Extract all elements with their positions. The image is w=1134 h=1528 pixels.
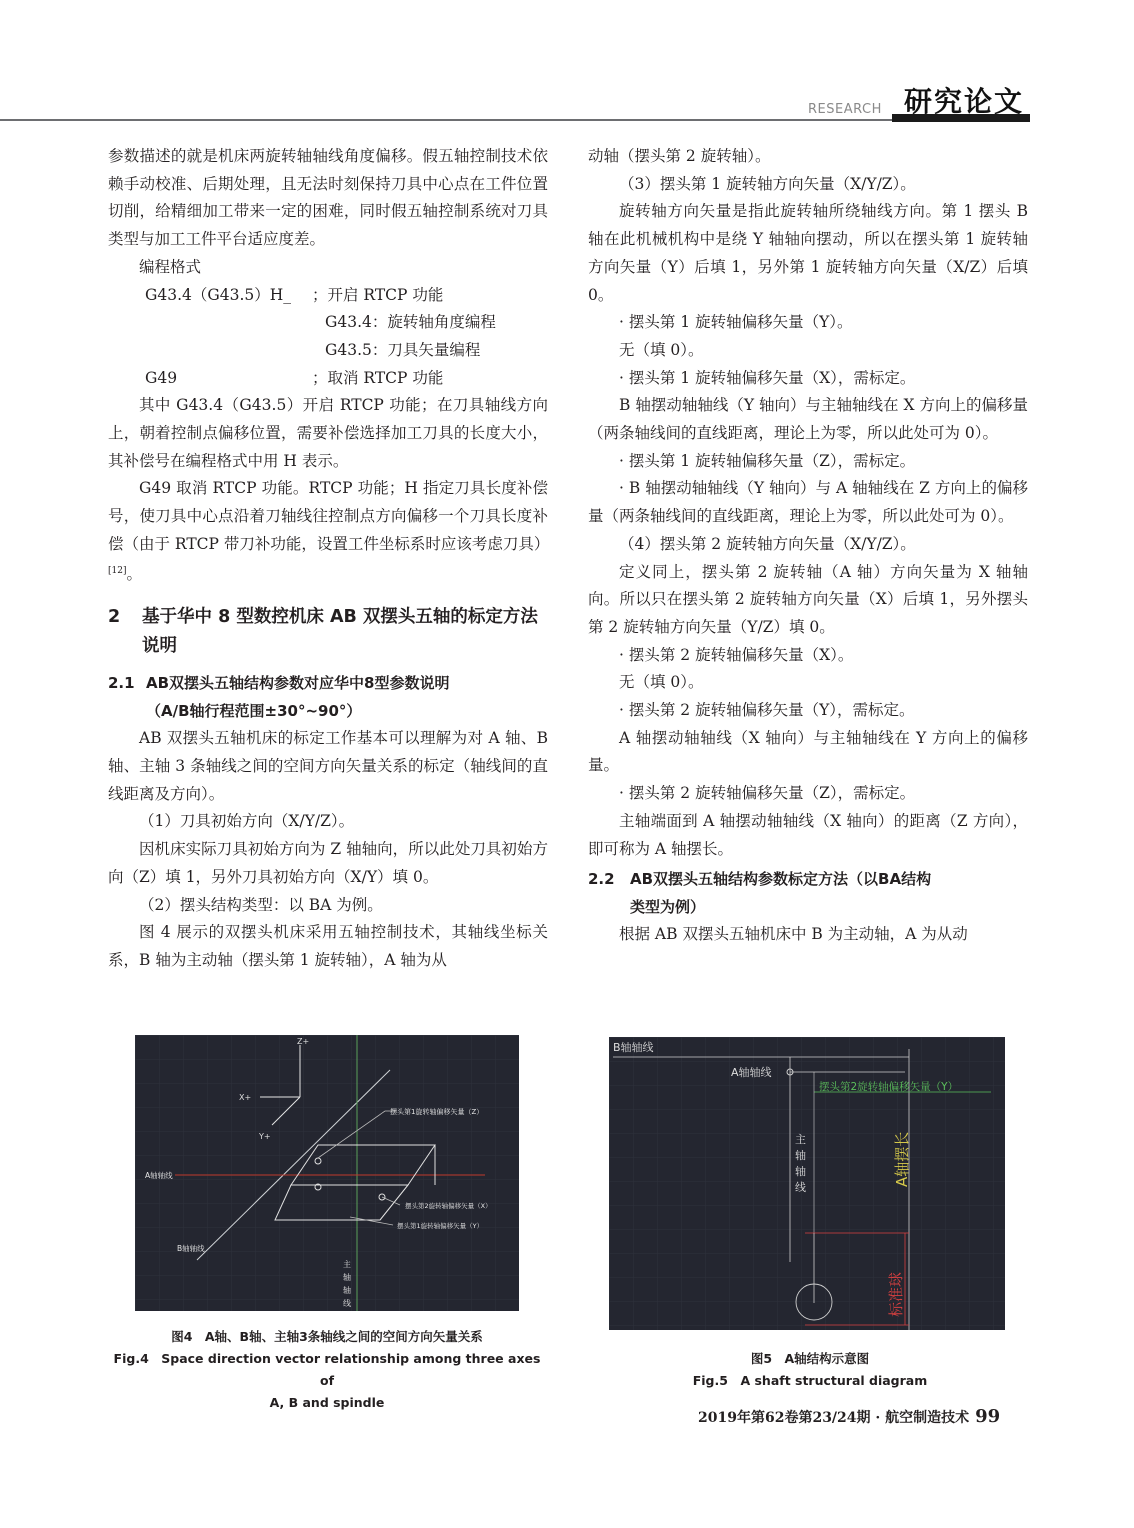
caption-en-cont: A, B and spindle (269, 1395, 385, 1410)
right-column (588, 143, 1028, 949)
page-number: 99 (975, 1406, 1001, 1427)
paragraph: · B 轴摆动轴轴线（Y 轴向）与 A 轴轴线在 Z 方向上的偏移量（两条轴线间的直线距离，理论上为零，所以此处可为 0）。 (588, 479, 1028, 526)
z-axis-label: Z+ (297, 1037, 310, 1046)
format-desc: ；取消 RTCP 功能 (312, 368, 444, 387)
subsection-title-cont: （A/B轴行程范围±30°~90°） (146, 702, 362, 721)
label-a-axis: A轴轴线 (145, 1171, 173, 1180)
figure-5-drawing (609, 1037, 1005, 1330)
label-b-axis: B轴轴线 (177, 1244, 205, 1253)
format-line-1 (108, 282, 548, 310)
paragraph: · 摆头第 2 旋转轴偏移矢量（Z），需标定。 (619, 784, 916, 803)
paragraph: B 轴摆动轴轴线（Y 轴向）与主轴轴线在 X 方向上的偏移量（两条轴线间的直线距离，理论上为零，所以此处可为 0）。 (588, 396, 1028, 443)
label-y-offset: 摆头第1旋转轴偏移矢量（Y） (397, 1222, 484, 1230)
citation: [12] (108, 566, 127, 577)
paragraph: （2）摆头结构类型：以 BA 为例。 (139, 895, 383, 914)
paragraph: 参数描述的就是机床两旋转轴轴线角度偏移。假五轴控制技术依赖手动校准、后期处理，且无法时刻保持刀具中心点在工件位置切削，给精细加工带来一定的困难，同时假五轴控制系统对刀具类型与加工工件平台适应度差。 (108, 147, 548, 249)
label-spindle-3: 轴 (343, 1286, 351, 1295)
section-title: 基于华中 8 型数控机床 AB 双摆头五轴的标定方法说明 (142, 607, 538, 657)
label-spindle-3: 轴 (795, 1165, 806, 1178)
caption-en: Fig.4 Space direction vector relationship among three axes of (113, 1351, 541, 1388)
paragraph: 主轴端面到 A 轴摆动轴轴线（X 轴向）的距离（Z 方向），即可称为 A 轴摆长。 (588, 811, 1028, 858)
subsection-number: 2.1 (108, 674, 135, 693)
format-desc: G43.5：刀具矢量编程 (325, 340, 481, 359)
paragraph: AB 双摆头五轴机床的标定工作基本可以理解为对 A 轴、B 轴、主轴 3 条轴线之间的空间方向矢量关系的标定（轴线间的直线距离及方向）。 (108, 729, 548, 803)
footer-journal: 2019年第62卷第23/24期 · 航空制造技术 (698, 1410, 970, 1426)
label-x-offset: 摆头第2旋转轴偏移矢量（X） (405, 1202, 492, 1210)
label-ball: 标准球 (887, 1271, 905, 1317)
y-axis-label: Y+ (259, 1132, 271, 1141)
label-b-axis: B轴轴线 (613, 1041, 654, 1054)
label-spindle-4: 线 (343, 1299, 351, 1308)
paragraph: · 摆头第 1 旋转轴偏移矢量（Z），需标定。 (619, 451, 916, 470)
format-code: G49 (145, 368, 178, 387)
subsection-heading (588, 865, 1028, 893)
subsection-title: AB双摆头五轴结构参数标定方法（以BA结构 (630, 870, 932, 889)
header-research: RESEARCH (808, 102, 882, 117)
paragraph: 动轴（摆头第 2 旋转轴）。 (588, 147, 771, 165)
paragraph: · 摆头第 1 旋转轴偏移矢量（Y）。 (619, 313, 853, 332)
label-z-offset: 摆头第1旋转轴偏移矢量（Z） (390, 1108, 484, 1116)
paragraph: 无（填 0）。 (619, 340, 704, 359)
header-rule (0, 119, 1030, 121)
figure-4-caption (112, 1326, 542, 1414)
paragraph: 其中 G43.4（G43.5）开启 RTCP 功能；在刀具轴线方向上，朝着控制点偏移位置，需要补偿选择加工刀具的长度大小，其补偿号在编程格式中用 H 表示。 (108, 396, 548, 470)
paragraph: · 摆头第 1 旋转轴偏移矢量（X），需标定。 (619, 368, 916, 387)
paragraph: 旋转轴方向矢量是指此旋转轴所绕轴线方向。第 1 摆头 B 轴在此机械机构中是绕 Y 轴轴向摆动，所以在摆头第 1 旋转轴方向矢量（Y）后填 1，另外第 1 旋转轴方向矢量（X/Z）后填 0。 (588, 202, 1028, 304)
left-column (108, 143, 548, 975)
format-desc: ；开启 RTCP 功能 (312, 285, 444, 304)
paragraph: 图 4 展示的双摆头机床采用五轴控制技术，其轴线坐标关系，B 轴为主动轴（摆头第 1 旋转轴），A 轴为从 (108, 923, 548, 969)
paragraph: （4）摆头第 2 旋转轴方向矢量（X/Y/Z）。 (619, 534, 916, 553)
section-heading (108, 603, 548, 661)
paragraph: 定义同上，摆头第 2 旋转轴（A 轴）方向矢量为 X 轴轴向。所以只在摆头第 2 旋转轴方向矢量（X）后填 1，另外摆头第 2 旋转轴方向矢量（Y/Z）填 0。 (588, 562, 1028, 636)
subsection-title-cont: 类型为例） (630, 898, 706, 917)
figure-5 (609, 1037, 1005, 1330)
paragraph: （1）刀具初始方向（X/Y/Z）。 (139, 812, 355, 831)
paragraph: 无（填 0）。 (619, 673, 704, 692)
format-line-2 (108, 309, 548, 337)
format-title: 编程格式 (139, 257, 202, 276)
label-spindle-2: 轴 (795, 1149, 806, 1162)
label-spindle-4: 线 (795, 1181, 806, 1194)
paragraph: A 轴摆动轴轴线（X 轴向）与主轴轴线在 Y 方向上的偏移量。 (588, 728, 1028, 775)
figure-4 (135, 1035, 519, 1311)
paragraph-text: G49 取消 RTCP 功能。RTCP 功能；H 指定刀具长度补偿号，使刀具中心点沿着刀轴线往控制点方向偏移一个刀具长度补偿（由于 RTCP 带刀补功能，设置工件坐标系时应该考虑刀具） (108, 479, 550, 553)
format-line-4 (108, 365, 548, 393)
paragraph-end: 。 (126, 565, 142, 584)
paragraph (108, 475, 548, 589)
label-offset: 摆头第2旋转轴偏移矢量（Y） (819, 1081, 959, 1093)
subsection-title: AB双摆头五轴结构参数对应华中8型参数说明 (146, 674, 450, 693)
paragraph: 因机床实际刀具初始方向为 Z 轴轴向，所以此处刀具初始方向（Z）填 1，另外刀具初始方向（X/Y）填 0。 (108, 840, 548, 886)
label-spindle-2: 轴 (343, 1273, 351, 1282)
paragraph: · 摆头第 2 旋转轴偏移矢量（Y），需标定。 (619, 701, 915, 720)
x-axis-label: X+ (239, 1093, 252, 1102)
paragraph: （3）摆头第 1 旋转轴方向矢量（X/Y/Z）。 (619, 174, 916, 193)
subsection-number: 2.2 (588, 870, 615, 889)
caption-en: Fig.5 A shaft structural diagram (692, 1373, 928, 1388)
label-spindle-1: 主 (343, 1260, 351, 1269)
format-desc: G43.4：旋转轴角度编程 (325, 313, 496, 332)
label-swing: A轴摆长 (893, 1131, 911, 1187)
paragraph: 根据 AB 双摆头五轴机床中 B 为主动轴，A 为从动 (619, 925, 968, 944)
subsection-heading (108, 669, 548, 697)
caption-cn: 图4 A轴、B轴、主轴3条轴线之间的空间方向矢量关系 (171, 1329, 483, 1344)
format-line-3 (108, 337, 548, 365)
paragraph: · 摆头第 2 旋转轴偏移矢量（X）。 (619, 645, 854, 664)
header-title: 研究论文 (904, 85, 1025, 118)
caption-cn: 图5 A轴结构示意图 (750, 1351, 870, 1366)
figure-4-drawing (135, 1035, 519, 1311)
figure-5-caption (620, 1348, 1000, 1392)
footer (698, 1406, 1000, 1427)
label-spindle-1: 主 (795, 1133, 806, 1146)
label-a-axis: A轴轴线 (731, 1066, 772, 1079)
format-code: G43.4（G43.5）H_ (145, 285, 292, 304)
section-number: 2 (108, 607, 121, 628)
